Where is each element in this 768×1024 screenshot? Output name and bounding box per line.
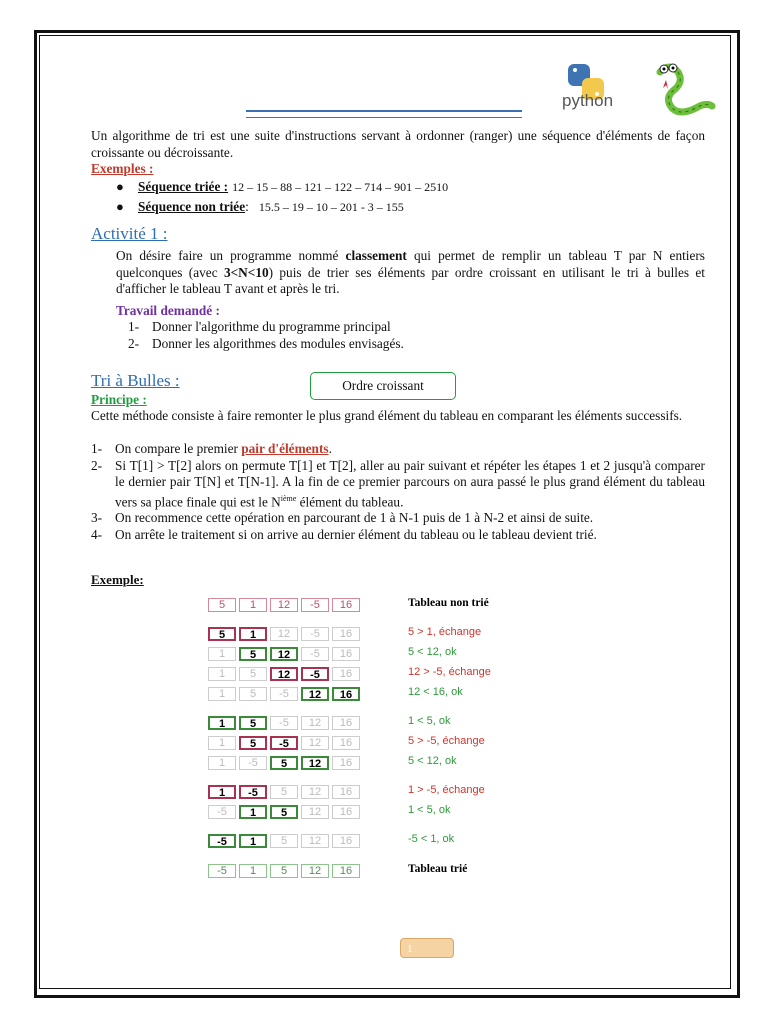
array-cell: 1 [239, 598, 267, 612]
sort-step-description: 12 < 16, ok [408, 686, 463, 698]
python-logo-icon [556, 58, 716, 124]
array-cell: 1 [208, 736, 236, 750]
array-cell: 1 [239, 627, 267, 641]
snake-icon [660, 64, 712, 112]
sort-step-description: 1 < 5, ok [408, 715, 451, 727]
example-sorted-label: Séquence triée : [138, 179, 229, 194]
exemples-heading: Exemples : [91, 161, 154, 176]
step-text [115, 441, 705, 458]
sort-step-description: 1 < 5, ok [408, 804, 451, 816]
array-cell: -5 [239, 785, 267, 799]
array-cell: 16 [332, 864, 360, 878]
array-cell: 16 [332, 736, 360, 750]
sort-step-row [208, 716, 363, 734]
logos [556, 58, 716, 124]
array-cell: 16 [332, 687, 360, 701]
array-cell: 12 [301, 716, 329, 730]
tri-bulles-heading: Tri à Bulles : [91, 371, 180, 390]
array-cell: 12 [301, 805, 329, 819]
array-cell: 5 [239, 667, 267, 681]
array-cell: -5 [270, 736, 298, 750]
array-cell: 1 [208, 687, 236, 701]
array-cell: 16 [332, 667, 360, 681]
array-cell: 12 [301, 687, 329, 701]
activite-text-a: On désire faire un programme nommé [116, 248, 346, 263]
step2-superscript: ième [280, 493, 297, 503]
step-number: 3- [91, 510, 103, 526]
step1-text-a: On compare le premier [115, 441, 242, 456]
array-cell: 12 [301, 736, 329, 750]
sort-step-row [208, 647, 363, 665]
sort-step-row [208, 627, 363, 645]
example-sorted [116, 179, 676, 196]
step-3 [91, 510, 705, 527]
sort-step-description: 5 < 12, ok [408, 646, 457, 658]
bullet-icon: ● [116, 198, 124, 214]
sort-step-description: 12 > -5, échange [408, 666, 491, 678]
array-cell: 1 [208, 647, 236, 661]
array-cell: 5 [270, 785, 298, 799]
array-cell: 12 [270, 647, 298, 661]
step-text [115, 458, 705, 511]
array-cell: 5 [239, 736, 267, 750]
array-cell: 1 [208, 756, 236, 770]
sort-step-row [208, 667, 363, 685]
ordre-croissant-box: Ordre croissant [310, 372, 456, 400]
sort-step-description: Tableau trié [408, 863, 468, 875]
principe-paragraph: Cette méthode consiste à faire remonter le plus grand élément du tableau en comparant les éléments successifs. [91, 408, 683, 423]
array-cell: 12 [301, 864, 329, 878]
array-cell: -5 [208, 834, 236, 848]
activite-text-b: qui permet de remplir un tableau T par N entiers quelconques (avec [116, 248, 705, 280]
task-number: 2- [128, 335, 140, 351]
example-unsorted [116, 199, 676, 216]
array-cell: -5 [301, 627, 329, 641]
intro-paragraph: Un algorithme de tri est une suite d'instructions servant à ordonner (ranger) une séquence d'éléments de façon croissante ou décroissante. [91, 128, 705, 160]
step-number: 2- [91, 457, 103, 473]
step-number: 1- [91, 441, 103, 456]
array-cell: 12 [270, 627, 298, 641]
array-cell: -5 [301, 598, 329, 612]
array-cell: 1 [208, 667, 236, 681]
steps-list [91, 441, 705, 543]
activite-program-name: classement [345, 248, 407, 263]
array-cell: 12 [301, 756, 329, 770]
sort-step-description: 1 > -5, échange [408, 784, 485, 796]
array-cell: 12 [301, 785, 329, 799]
array-cell: 5 [270, 805, 298, 819]
sort-step-row [208, 598, 363, 616]
page-number: 1 [400, 938, 454, 958]
array-cell: -5 [208, 864, 236, 878]
task-item [128, 319, 688, 336]
array-cell: 16 [332, 647, 360, 661]
array-cell: -5 [301, 667, 329, 681]
step-2 [91, 458, 705, 511]
array-cell: -5 [208, 805, 236, 819]
sort-step-description: 5 > -5, échange [408, 735, 485, 747]
array-cell: 16 [332, 627, 360, 641]
array-cell: 16 [332, 716, 360, 730]
step-number: 4- [91, 526, 103, 542]
array-cell: 1 [208, 785, 236, 799]
array-cell: 5 [208, 627, 236, 641]
array-cell: 1 [239, 834, 267, 848]
array-cell: 16 [332, 756, 360, 770]
example-unsorted-label: Séquence non triée [138, 198, 246, 214]
array-cell: 5 [208, 598, 236, 612]
task-list [128, 319, 688, 352]
sort-step-description: -5 < 1, ok [408, 833, 455, 845]
step2-text-a: Si T[1] > T[2] alors on permute T[1] et T[2], aller au pair suivant et répéter les étapes 1 et 2 jusqu'à comparer le dernier pair T[N] et T[N-1]. A la fin de ce premier parcours on aura passé le plus grand élément du tableau vers sa place finale qui est le N [115, 457, 705, 509]
sort-step-description: 5 > 1, échange [408, 626, 482, 638]
array-cell: 16 [332, 785, 360, 799]
task-number: 1- [128, 319, 140, 334]
array-cell: 12 [270, 667, 298, 681]
task-text: Donner les algorithmes des modules envisagés. [152, 335, 404, 351]
principe-heading: Principe : [91, 392, 147, 407]
activite-text-c: ) puis de trier ses éléments par ordre croissant en utilisant le tri à bulles et d'afficher le tableau T avant et après le tri. [116, 264, 705, 296]
array-cell: -5 [301, 647, 329, 661]
sort-step-row [208, 834, 363, 852]
array-cell: 5 [239, 716, 267, 730]
array-cell: 5 [270, 756, 298, 770]
array-cell: 5 [270, 864, 298, 878]
array-cell: 1 [239, 805, 267, 819]
activite-condition: 3<N<10 [223, 264, 269, 280]
array-cell: -5 [270, 687, 298, 701]
array-cell: 1 [239, 864, 267, 878]
array-cell: -5 [270, 716, 298, 730]
task-text: Donner l'algorithme du programme principal [152, 319, 391, 334]
array-cell: 16 [332, 598, 360, 612]
bullet-icon: ● [116, 179, 124, 194]
task-item [128, 336, 688, 353]
example-sorted-seq: 12 – 15 – 88 – 121 – 122 – 714 – 901 – 2510 [232, 180, 449, 194]
step1-text-b: . [328, 441, 332, 456]
sort-step-row [208, 756, 363, 774]
example-unsorted-sep: : [245, 198, 249, 214]
pair-elements-term: pair d'éléments [241, 441, 329, 456]
title-rule [246, 110, 522, 118]
array-cell: 1 [208, 716, 236, 730]
step-4 [91, 527, 705, 544]
sort-step-row [208, 785, 363, 803]
array-cell: 5 [270, 834, 298, 848]
array-cell: 12 [270, 598, 298, 612]
sort-step-description: Tableau non trié [408, 597, 489, 609]
sort-step-row [208, 736, 363, 754]
array-cell: 5 [239, 687, 267, 701]
sort-step-row [208, 687, 363, 705]
array-cell: 16 [332, 805, 360, 819]
example-unsorted-seq: 15.5 – 19 – 10 – 201 - 3 – 155 [258, 199, 404, 214]
array-cell: 5 [239, 647, 267, 661]
sort-step-row [208, 805, 363, 823]
step-1 [91, 441, 705, 458]
travail-heading: Travail demandé : [116, 303, 220, 318]
sort-step-description: 5 < 12, ok [408, 755, 457, 767]
step-text: On arrête le traitement si on arrive au dernier élément du tableau ou le tableau devient trié. [115, 526, 597, 542]
python-wordmark: python [562, 91, 614, 110]
examples-list [116, 179, 676, 215]
activite-heading: Activité 1 : [91, 224, 168, 243]
array-cell: 12 [301, 834, 329, 848]
array-cell: 16 [332, 834, 360, 848]
exemple-heading: Exemple: [91, 572, 144, 587]
step-text: On recommence cette opération en parcourant de 1 à N-1 puis de 1 à N-2 et ainsi de suite. [115, 510, 594, 526]
activite-paragraph [116, 248, 705, 298]
sort-step-row [208, 864, 363, 882]
array-cell: -5 [239, 756, 267, 770]
step2-text-b: élément du tableau. [296, 493, 404, 509]
